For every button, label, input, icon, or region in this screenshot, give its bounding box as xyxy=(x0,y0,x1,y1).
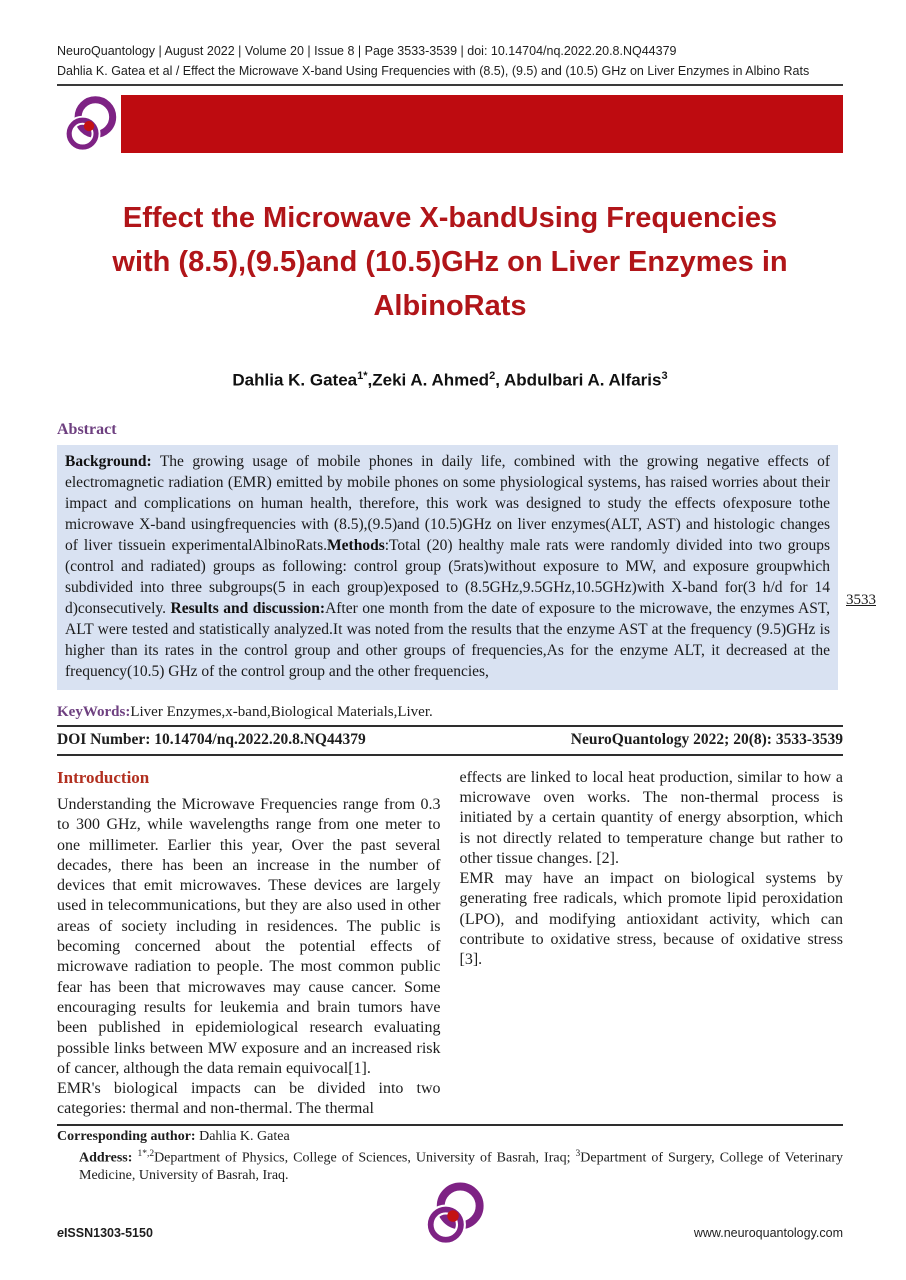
title-line: AlbinoRats xyxy=(373,290,527,322)
footnote-block xyxy=(57,1124,843,1186)
citation-reference: NeuroQuantology 2022; 20(8): 3533-3539 xyxy=(570,730,843,748)
page-header xyxy=(57,44,843,86)
issn-e: e xyxy=(57,1226,64,1240)
author-affiliation-mark: 2 xyxy=(489,370,496,382)
doi-row xyxy=(57,727,843,756)
abstract-methods-text: :Total (20) healthy male rats were randomly divided into two groups (control and radiated) groups as following: control group (5rats)without exposure to MW, and exposure groupwhich subdivided into three subgroups(5 in each group)exposed to (8.5GHz,9.5GHz,10.5GHz)with X-band for(3 h/d for 14 d)consecutively. xyxy=(65,536,831,617)
address-text: Department of Surgery, College of Veterinary Medicine, University of Basrah, Iraq. xyxy=(79,1150,843,1184)
doi-number: DOI Number: 10.14704/nq.2022.20.8.NQ44379 xyxy=(57,730,366,748)
abstract-background-label: Background: xyxy=(65,452,152,470)
body-paragraph: EMR may have an impact on biological systems by generating free radicals, which promote lipid peroxidation (LPO), and modifying antioxidant activity, which can contribute to oxidative stress, because of oxidative stress [3]. xyxy=(459,870,843,969)
issn-label xyxy=(57,1226,153,1240)
journal-logo-icon xyxy=(417,1178,489,1254)
body-paragraph: effects are linked to local heat production, similar to how a microwave oven works. The non-thermal process is initiated by a certain quantity of energy absorption, which is not directly related to temperature change but rather to other tissue changes. [2]. xyxy=(459,768,843,867)
keywords-row xyxy=(57,704,843,727)
address-text: Department of Physics, College of Sciences, University of Basrah, Iraq; xyxy=(154,1150,576,1166)
title-line: Effect the Microwave X-bandUsing Frequencies xyxy=(122,202,778,234)
body-paragraph: Understanding the Microwave Frequencies range from 0.3 to 300 GHz, while wavelengths range from one meter to one millimeter. Earlier this year, Over the past several decades, there has been an increase in the number of devices that emit microwaves. These devices are largely used in telecommunications, but they are also used in other areas of society including in residences. The public is becoming concerned about the potential effects of microwave radiation to people. The most common public fear has been that microwaves may cause cancer. Some encouraging results for leukemia and brain tumors have been published in epidemiological research evaluating possible links between MW exposure and an increased risk of cancer, although the data remain equivocal[1]. xyxy=(57,795,441,1077)
page-footer xyxy=(0,1180,906,1266)
abstract-heading: Abstract xyxy=(57,420,117,438)
corresponding-author-line xyxy=(57,1129,843,1145)
abstract-text xyxy=(57,445,838,690)
keywords-text: Liver Enzymes,x-band,Biological Materials,Liver. xyxy=(130,703,433,720)
affiliation-mark: 1*,2 xyxy=(137,1148,155,1159)
website-link[interactable]: www.neuroquantology.com xyxy=(693,1226,843,1240)
page-number: 3533 xyxy=(846,592,876,608)
red-banner xyxy=(121,95,843,153)
corresponding-author-label: Corresponding author: xyxy=(57,1128,196,1144)
author-name: , Abdulbari A. Alfaris xyxy=(495,370,662,390)
author-affiliation-mark: 3 xyxy=(661,370,668,382)
article-title xyxy=(57,196,843,328)
author-list xyxy=(57,370,843,391)
abstract-methods-label: Methods xyxy=(327,536,385,554)
running-head: Dahlia K. Gatea et al / Effect the Microwave X-band Using Frequencies with (8.5), (9.5) and (10.5) GHz on Liver Enzymes in Albino Rats xyxy=(57,64,810,78)
right-column xyxy=(460,768,844,1120)
author-name: Dahlia K. Gatea xyxy=(232,370,358,390)
affiliation-mark: 3 xyxy=(575,1148,581,1159)
banner-row xyxy=(57,94,843,158)
introduction-heading: Introduction xyxy=(57,767,150,787)
abstract-results-text: After one month from the date of exposure to the microwave, the enzymes AST, ALT were tested and statistically analyzed.It was noted from the results that the enzyme AST at the frequency (9.5)GHz is higher than its rates in the control group and other groups of frequencies,As for the enzyme ALT, it decreased at the frequency(10.5) GHz of the control group and the other frequencies, xyxy=(65,599,831,680)
abstract-background-text: The growing usage of mobile phones in daily life, combined with the growing negative effects of electromagnetic radiation (EMR) emitted by mobile phones on some physiological systems, has raised worries about their impact and complications on human health, therefore, this work was designed to study the effects ofexposure tothe microwave X-band usingfrequencies with (8.5),(9.5)and (10.5)GHz on liver enzymes(ALT, AST) and histologic changes of liver tissuein experimentalAlbinoRats. xyxy=(65,452,830,554)
body-paragraph: EMR's biological impacts can be divided into two categories: thermal and non-thermal. The thermal xyxy=(57,1080,441,1118)
keywords-label: KeyWords: xyxy=(57,703,131,720)
address-label: Address: xyxy=(79,1150,138,1166)
corresponding-author-name: Dahlia K. Gatea xyxy=(195,1128,290,1144)
issn-number: ISSN1303-5150 xyxy=(63,1226,153,1240)
title-line: with (8.5),(9.5)and (10.5)GHz on Liver Enzymes in xyxy=(112,246,788,278)
journal-citation-line: NeuroQuantology | August 2022 | Volume 20 | Issue 8 | Page 3533-3539 | doi: 10.14704/nq.2022.20.8.NQ44379 xyxy=(57,44,677,58)
left-column xyxy=(57,768,441,1120)
journal-logo-icon xyxy=(57,94,121,158)
body-columns xyxy=(57,768,843,1120)
author-affiliation-mark: 1* xyxy=(357,370,368,382)
header-rule xyxy=(57,84,843,86)
author-name: ,Zeki A. Ahmed xyxy=(367,370,490,390)
abstract-results-label: Results and discussion: xyxy=(170,599,326,617)
